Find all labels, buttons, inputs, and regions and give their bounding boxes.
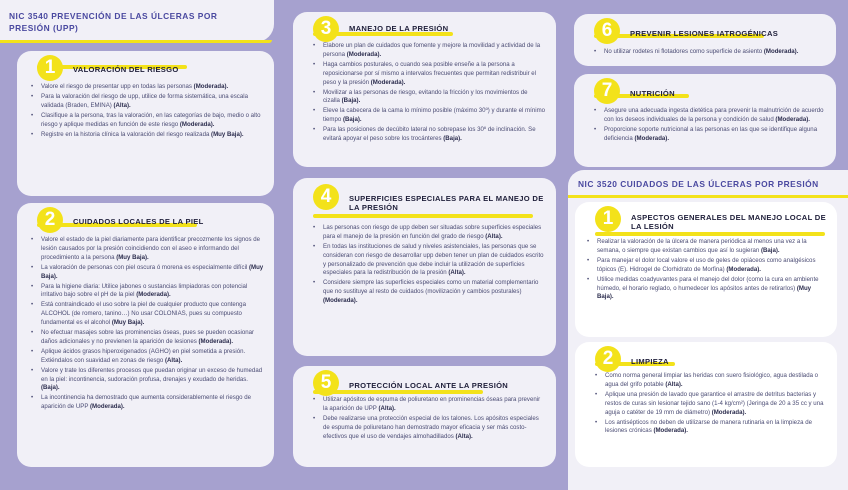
item-text: Valore y trate los diferentes procesos que puedan originar un exceso de humedad en la piel: incontinencia, sudoración profusa, drenajes y exudado de heridas. — [41, 366, 263, 383]
item-text: En todas las instituciones de salud y niveles asistenciales, las personas que se consideran con riesgo de desarrollar upp deben tener un plan de cuidados escrito y personalizado de prevención que debe incluir la utilización de superficies especiales para la redistribución de la presión — [323, 242, 544, 277]
item-text: Considere siempre las superficies especiales como un material complementario que no sustituye al resto de cuidados (movilización y cambios posturales) — [323, 279, 539, 296]
list-item — [313, 126, 546, 144]
item-text: Haga cambios posturales, o cuando sea posible enseñe a la persona a reposicionarse por sí mismo a intervalos frecuentes que permitan redistribuir el peso y la presión — [323, 60, 537, 86]
item-text: Debe realizarse una protección especial de los talones. Los apósitos especiales de espuma de poliuretano han demostrado mayor eficacia y ser más costo-efectivos que el uso de vendajes almohadillados — [323, 414, 539, 440]
number-badge-4: 4 — [313, 184, 339, 210]
evidence-level: (Alta). — [165, 356, 183, 364]
evidence-level: (Baja). — [443, 135, 462, 143]
list-item — [594, 107, 828, 125]
card-cuidados-piel — [17, 203, 274, 467]
evidence-level: (Moderada). — [193, 83, 229, 90]
card-aspectos-generales — [575, 202, 837, 337]
item-text: Valore el riesgo de presentar upp en todas las personas — [41, 83, 194, 90]
item-text: No utilizar rodetes ni flotadores como superficie de asiento — [604, 48, 764, 55]
list-item — [595, 372, 829, 390]
number-badge-5: 5 — [313, 370, 339, 396]
number-badge-1: 1 — [37, 55, 63, 81]
evidence-level: (Moderada). — [370, 78, 406, 86]
list-item — [594, 126, 828, 144]
number-badge-3: 3 — [313, 16, 339, 42]
evidence-level: (Muy Baja). — [597, 284, 812, 301]
item-text: Realizar la valoración de la úlcera de manera periódica al menos una vez a la semana, o siempre que existan cambios que así lo sugieran — [597, 238, 807, 254]
list-item — [313, 415, 546, 441]
evidence-level: (Moderada). — [90, 403, 125, 411]
list-item — [31, 394, 264, 412]
item-text: Utilice medidas coadyuvantes para el manejo del dolor (como la cura en ambiente húmedo, el horario reglado, o humedecer los apósitos antes de retirarlos) — [597, 275, 819, 292]
number-badge-6: 6 — [594, 18, 620, 44]
card-5-list — [313, 396, 546, 443]
item-text: Como norma general limpiar las heridas con suero fisiológico, agua destilada o agua del grifo potable — [605, 372, 819, 388]
item-text: La valoración de personas con piel oscura ó morena es especialmente difícil — [41, 263, 249, 271]
card-5-title: PROTECCIÓN LOCAL ANTE LA PRESIÓN — [349, 381, 509, 391]
evidence-level: (Moderada). — [653, 427, 688, 435]
item-text: Para las posiciones de decúbito lateral no sobrepase los 30º de inclinación. Se evitará apoyar el peso sobre los trocánteres — [323, 126, 536, 143]
list-item — [313, 243, 546, 278]
number-badge-7: 7 — [594, 78, 620, 104]
item-text: Está contraindicado el uso sobre la piel de cualquier producto que contenga ALCOHOL (de romero, tanino…) No usar COLONIAS, pues su compuesto fundamental es el alcohol — [41, 301, 246, 327]
list-item — [587, 257, 829, 275]
number-badge-2: 2 — [37, 207, 63, 233]
evidence-level: (Alta). — [485, 232, 503, 240]
card-4-title: SUPERFICIES ESPECIALES PARA EL MANEJO DE LA PRESIÓN — [349, 194, 544, 213]
card-r1-bar — [595, 232, 825, 236]
list-item — [31, 83, 264, 92]
list-item — [31, 264, 264, 282]
list-item — [31, 112, 264, 130]
evidence-level: (Alta). — [455, 432, 473, 440]
evidence-level: (Muy Baja). — [111, 319, 145, 327]
list-item — [31, 283, 264, 301]
item-text: Valore el estado de la piel diariamente para identificar precozmente los signos de lesión causados por la presión coincidiendo con el aseo e informando del procedimiento a la persona — [41, 236, 261, 261]
item-text: Aplique ácidos grasos hiperoxigenados (AGHO) en piel sometida a presión. Extiéndalos con suavidad en zonas de riesgo — [41, 347, 246, 364]
card-2-title: CUIDADOS LOCALES DE LA PIEL — [73, 217, 204, 227]
card-4-bar — [313, 214, 533, 218]
list-item — [313, 107, 546, 125]
list-item — [31, 236, 264, 262]
card-superficies-especiales — [293, 178, 556, 356]
card-r2-list — [595, 372, 829, 437]
evidence-level: (Muy Baja). — [41, 263, 264, 280]
list-item — [594, 48, 828, 57]
left-section-title: NIC 3540 PREVENCIÓN DE LAS ÚLCERAS POR PRESIÓN (UPP) — [9, 11, 218, 33]
evidence-level: (Moderada). — [136, 291, 171, 299]
card-6-title: PREVENIR LESIONES IATROGÉNICAS — [630, 29, 779, 39]
list-item — [313, 42, 546, 60]
list-item — [313, 224, 546, 242]
item-text: Registre en la historia clínica la valoración del riesgo realizada — [41, 130, 212, 138]
item-text: No efectuar masajes sobre las prominencias óseas, pues se pueden ocasionar daños adicionales y no previenen la aparición de lesiones — [41, 329, 255, 345]
evidence-level: (Moderada). — [726, 265, 761, 273]
evidence-level: (Muy Baja). — [211, 130, 244, 138]
number-badge-r2: 2 — [595, 346, 621, 372]
card-r1-title: ASPECTOS GENERALES DEL MANEJO LOCAL DE LA LESIÓN — [631, 212, 826, 231]
item-text: Para la higiene diaria: Utilice jabones o sustancias limpiadoras con potencial irritativo bajo sobre el pH de la piel — [41, 282, 248, 299]
evidence-level: (Moderada). — [763, 48, 799, 55]
card-3-title: MANEJO DE LA PRESIÓN — [349, 24, 449, 34]
item-text: Aplique una presión de lavado que garantice el arrastre de detritus bacterias y restos de curas sin lesionar tejido sano (1-4 kg/cm²) (Jeringa de 20 a 35 cc y una aguja o catéter de 19 mm de diámetro) — [605, 390, 824, 416]
card-1-title: VALORACIÓN DEL RIESGO — [73, 65, 179, 75]
card-6-list — [594, 48, 828, 58]
list-item — [31, 348, 264, 366]
evidence-level: (Moderada). — [179, 120, 215, 128]
right-title-underline — [568, 195, 848, 198]
list-item — [31, 367, 264, 393]
item-text: Para la valoración del riesgo de upp, utilice de forma sistemática, una escala validada (Braden, EMINA) — [41, 93, 248, 109]
card-lesiones-iatrogenicas — [574, 14, 836, 66]
evidence-level: (Baja). — [41, 384, 60, 392]
right-section-title: NIC 3520 CUIDADOS DE LAS ÚLCERAS POR PRESIÓN — [578, 179, 819, 189]
item-text: Utilizar apósitos de espuma de poliuretano en prominencias óseas para prevenir la aparición de UPP — [323, 396, 541, 412]
item-text: Para manejar el dolor local valore el uso de geles de opiáceos como analgésicos tópicos (E). Hidrogel de Clorhidrato de Morfina) — [597, 256, 816, 273]
list-item — [31, 329, 264, 347]
left-title-underline — [0, 40, 272, 43]
list-item — [31, 131, 264, 140]
card-4-list — [313, 224, 546, 307]
item-text: Elabore un plan de cuidados que fomente y mejore la movilidad y actividad de la persona — [323, 42, 541, 58]
evidence-level: (Baja). — [760, 246, 780, 254]
list-item — [313, 61, 546, 87]
evidence-level: (Baja). — [342, 116, 362, 124]
card-limpieza — [575, 342, 837, 467]
item-text: Movilizar a las personas de riesgo, evitando la fricción y los movimientos de cizalla — [323, 88, 528, 105]
list-item — [313, 396, 546, 414]
evidence-level: (Baja). — [341, 97, 361, 105]
card-valoracion-riesgo — [17, 51, 274, 196]
card-nutricion — [574, 74, 836, 167]
card-7-list — [594, 107, 828, 145]
list-item — [31, 93, 264, 111]
list-item — [31, 301, 264, 327]
card-1-list — [31, 83, 264, 141]
evidence-level: (Muy Baja). — [116, 253, 149, 261]
list-item — [313, 89, 546, 107]
evidence-level: (Moderada). — [346, 50, 382, 58]
card-7-title: NUTRICIÓN — [630, 89, 675, 99]
card-2-list — [31, 236, 264, 413]
evidence-level: (Alta). — [113, 101, 131, 109]
card-proteccion-local — [293, 366, 556, 467]
item-text: Los antisépticos no deben de utilizarse de manera rutinaria en la limpieza de lesiones crónicas — [605, 418, 812, 435]
item-text: La incontinencia ha demostrado que aumenta considerablemente el riesgo de aparición de UPP — [41, 394, 252, 411]
item-text: Las personas con riesgo de upp deben ser situadas sobre superficies especiales para el manejo de la presión en función del grado de riesgo — [323, 224, 542, 240]
item-text: Eleve la cabecera de la cama lo mínimo posible (máximo 30º) y durante el mínimo tiempo — [323, 107, 546, 124]
list-item — [595, 391, 829, 417]
card-r2-title: LIMPIEZA — [631, 357, 669, 367]
evidence-level: (Moderada). — [775, 115, 810, 123]
list-item — [587, 238, 829, 256]
number-badge-r1: 1 — [595, 206, 621, 232]
item-text: Asegure una adecuada ingesta dietética para prevenir la malnutrición de acuerdo con los deseos individuales de la persona y condición de salud — [604, 107, 824, 123]
item-text: Clasifique a la persona, tras la valoración, en las categorías de bajo, medio o alto riesgo y aplique medidas en función de este riesgo — [41, 111, 261, 128]
list-item — [587, 276, 829, 302]
card-manejo-presion — [293, 12, 556, 167]
card-r1-list — [587, 238, 829, 303]
evidence-level: (Moderada). — [198, 337, 234, 345]
card-3-list — [313, 42, 546, 145]
evidence-level: (Alta). — [665, 380, 683, 388]
list-item — [313, 279, 546, 305]
evidence-level: (Moderada). — [711, 408, 747, 416]
evidence-level: (Alta). — [378, 404, 396, 412]
evidence-level: (Moderada). — [634, 134, 670, 142]
evidence-level: (Alta). — [448, 269, 466, 277]
item-text: Proporcione soporte nutricional a las personas en las que se identifique alguna deficiencia — [604, 125, 818, 142]
evidence-level: (Moderada). — [323, 297, 358, 304]
list-item — [595, 419, 829, 437]
